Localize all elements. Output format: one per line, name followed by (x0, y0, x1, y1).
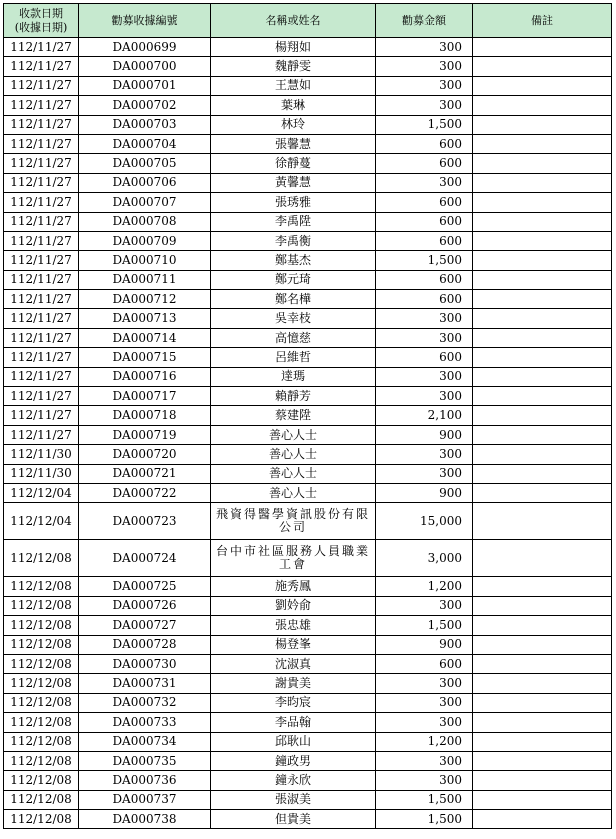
table-row (4, 309, 612, 328)
cell-amount: 2,100 (376, 406, 473, 425)
cell-name: 鐘永欣 (211, 771, 376, 790)
cell-note (473, 193, 612, 212)
cell-name: 張馨慧 (211, 134, 376, 153)
table-row (4, 270, 612, 289)
header-amount: 勸募金額 (376, 4, 473, 38)
cell-name: 但貴美 (211, 810, 376, 829)
cell-code: DA000705 (79, 154, 211, 173)
cell-date: 112/11/30 (4, 445, 79, 464)
table-row (4, 154, 612, 173)
cell-amount: 1,500 (376, 790, 473, 809)
cell-amount: 300 (376, 76, 473, 95)
cell-code: DA000732 (79, 693, 211, 712)
cell-date: 112/11/27 (4, 96, 79, 115)
cell-code: DA000706 (79, 173, 211, 192)
table-row (4, 193, 612, 212)
cell-date: 112/12/08 (4, 713, 79, 732)
cell-note (473, 732, 612, 751)
cell-name: 劉妗俞 (211, 596, 376, 615)
cell-amount: 300 (376, 328, 473, 347)
cell-date: 112/12/08 (4, 577, 79, 596)
cell-name: 鄭名樺 (211, 290, 376, 309)
cell-name: 魏靜雯 (211, 57, 376, 76)
table-row (4, 57, 612, 76)
cell-note (473, 713, 612, 732)
cell-date: 112/11/27 (4, 38, 79, 57)
cell-code: DA000717 (79, 387, 211, 406)
cell-name: 鄭基杰 (211, 251, 376, 270)
cell-name: 善心人士 (211, 445, 376, 464)
cell-code: DA000735 (79, 751, 211, 770)
table-row (4, 134, 612, 153)
cell-name: 張淑美 (211, 790, 376, 809)
cell-date: 112/11/27 (4, 406, 79, 425)
cell-name: 李昀宸 (211, 693, 376, 712)
table-body (4, 38, 612, 829)
cell-name: 蔡建陞 (211, 406, 376, 425)
cell-date: 112/12/08 (4, 616, 79, 635)
cell-note (473, 76, 612, 95)
table-header-row (4, 4, 612, 38)
cell-name: 善心人士 (211, 425, 376, 444)
table-row (4, 790, 612, 809)
cell-code: DA000722 (79, 483, 211, 502)
cell-code: DA000713 (79, 309, 211, 328)
cell-date: 112/11/27 (4, 328, 79, 347)
cell-name: 善心人士 (211, 464, 376, 483)
table-row (4, 732, 612, 751)
cell-name: 李禹陞 (211, 212, 376, 231)
table-row (4, 76, 612, 95)
header-note: 備註 (473, 4, 612, 38)
cell-date: 112/11/27 (4, 57, 79, 76)
cell-note (473, 693, 612, 712)
cell-note (473, 231, 612, 250)
cell-code: DA000724 (79, 540, 211, 577)
cell-code: DA000707 (79, 193, 211, 212)
cell-date: 112/11/27 (4, 348, 79, 367)
table-row (4, 425, 612, 444)
table-row (4, 693, 612, 712)
cell-name: 李品翰 (211, 713, 376, 732)
cell-note (473, 596, 612, 615)
cell-amount: 300 (376, 96, 473, 115)
cell-code: DA000709 (79, 231, 211, 250)
table-row (4, 654, 612, 673)
cell-amount: 1,500 (376, 616, 473, 635)
cell-name: 賴靜芳 (211, 387, 376, 406)
cell-amount: 300 (376, 173, 473, 192)
cell-date: 112/12/08 (4, 674, 79, 693)
table-row (4, 483, 612, 502)
cell-amount: 600 (376, 290, 473, 309)
table-row (4, 251, 612, 270)
cell-name: 善心人士 (211, 483, 376, 502)
cell-date: 112/12/08 (4, 693, 79, 712)
cell-name: 林玲 (211, 115, 376, 134)
cell-date: 112/11/27 (4, 231, 79, 250)
cell-name: 飛資得醫學資訊股份有限公司 (211, 503, 376, 540)
cell-note (473, 348, 612, 367)
cell-code: DA000701 (79, 76, 211, 95)
cell-code: DA000728 (79, 635, 211, 654)
cell-date: 112/11/27 (4, 290, 79, 309)
cell-name: 鄭元琦 (211, 270, 376, 289)
cell-code: DA000720 (79, 445, 211, 464)
cell-code: DA000710 (79, 251, 211, 270)
header-code: 勸募收據編號 (79, 4, 211, 38)
cell-code: DA000737 (79, 790, 211, 809)
table-row (4, 713, 612, 732)
cell-date: 112/12/08 (4, 810, 79, 829)
cell-date: 112/12/08 (4, 540, 79, 577)
cell-date: 112/12/08 (4, 654, 79, 673)
cell-code: DA000703 (79, 115, 211, 134)
table-row (4, 406, 612, 425)
cell-amount: 1,500 (376, 810, 473, 829)
cell-code: DA000702 (79, 96, 211, 115)
cell-amount: 300 (376, 771, 473, 790)
cell-amount: 600 (376, 154, 473, 173)
cell-code: DA000711 (79, 270, 211, 289)
cell-date: 112/12/08 (4, 790, 79, 809)
cell-amount: 300 (376, 445, 473, 464)
cell-date: 112/11/27 (4, 270, 79, 289)
cell-date: 112/11/30 (4, 464, 79, 483)
cell-code: DA000700 (79, 57, 211, 76)
cell-name: 高憶慈 (211, 328, 376, 347)
cell-amount: 15,000 (376, 503, 473, 540)
cell-name: 沈淑真 (211, 654, 376, 673)
cell-note (473, 790, 612, 809)
cell-code: DA000716 (79, 367, 211, 386)
cell-date: 112/12/08 (4, 732, 79, 751)
cell-note (473, 503, 612, 540)
cell-note (473, 540, 612, 577)
cell-note (473, 483, 612, 502)
table-row (4, 348, 612, 367)
cell-amount: 300 (376, 309, 473, 328)
cell-date: 112/11/27 (4, 134, 79, 153)
cell-note (473, 290, 612, 309)
donation-table (3, 3, 612, 829)
cell-name: 李禹衡 (211, 231, 376, 250)
cell-note (473, 406, 612, 425)
cell-amount: 1,500 (376, 115, 473, 134)
cell-note (473, 616, 612, 635)
cell-name: 施秀鳳 (211, 577, 376, 596)
table-row (4, 38, 612, 57)
cell-code: DA000726 (79, 596, 211, 615)
cell-code: DA000723 (79, 503, 211, 540)
cell-amount: 300 (376, 751, 473, 770)
cell-amount: 900 (376, 425, 473, 444)
cell-amount: 600 (376, 654, 473, 673)
table-row (4, 596, 612, 615)
cell-note (473, 674, 612, 693)
table-row (4, 115, 612, 134)
table-row (4, 231, 612, 250)
cell-code: DA000738 (79, 810, 211, 829)
cell-name: 鐘政男 (211, 751, 376, 770)
cell-amount: 600 (376, 231, 473, 250)
cell-date: 112/12/08 (4, 635, 79, 654)
table-row (4, 635, 612, 654)
cell-code: DA000733 (79, 713, 211, 732)
cell-code: DA000699 (79, 38, 211, 57)
header-date: 收款日期 (收據日期) (4, 4, 79, 38)
cell-code: DA000721 (79, 464, 211, 483)
cell-note (473, 270, 612, 289)
table-row (4, 445, 612, 464)
cell-date: 112/12/08 (4, 596, 79, 615)
cell-name: 徐靜蔓 (211, 154, 376, 173)
cell-date: 112/12/08 (4, 751, 79, 770)
cell-amount: 300 (376, 367, 473, 386)
cell-code: DA000714 (79, 328, 211, 347)
cell-amount: 300 (376, 596, 473, 615)
cell-note (473, 38, 612, 57)
cell-note (473, 251, 612, 270)
cell-note (473, 309, 612, 328)
cell-note (473, 96, 612, 115)
cell-amount: 600 (376, 193, 473, 212)
cell-name: 台中市社區服務人員職業工會 (211, 540, 376, 577)
cell-name: 達瑪 (211, 367, 376, 386)
cell-amount: 1,500 (376, 251, 473, 270)
cell-note (473, 464, 612, 483)
cell-note (473, 57, 612, 76)
cell-code: DA000715 (79, 348, 211, 367)
cell-note (473, 654, 612, 673)
table-row (4, 173, 612, 192)
table-row (4, 387, 612, 406)
cell-date: 112/11/27 (4, 115, 79, 134)
table-row (4, 96, 612, 115)
cell-date: 112/11/27 (4, 251, 79, 270)
cell-date: 112/12/04 (4, 483, 79, 502)
cell-code: DA000725 (79, 577, 211, 596)
cell-date: 112/12/04 (4, 503, 79, 540)
cell-note (473, 387, 612, 406)
cell-date: 112/11/27 (4, 309, 79, 328)
cell-amount: 600 (376, 134, 473, 153)
cell-note (473, 771, 612, 790)
cell-amount: 300 (376, 674, 473, 693)
cell-code: DA000731 (79, 674, 211, 693)
cell-amount: 300 (376, 387, 473, 406)
cell-name: 楊翔如 (211, 38, 376, 57)
cell-name: 王慧如 (211, 76, 376, 95)
cell-name: 吳幸枝 (211, 309, 376, 328)
header-name: 名稱或姓名 (211, 4, 376, 38)
table-row (4, 212, 612, 231)
table-row (4, 503, 612, 540)
cell-note (473, 367, 612, 386)
cell-name: 張琇雅 (211, 193, 376, 212)
table-row (4, 751, 612, 770)
cell-amount: 300 (376, 57, 473, 76)
cell-name: 楊登峯 (211, 635, 376, 654)
cell-name: 張忠雄 (211, 616, 376, 635)
cell-name: 謝貴美 (211, 674, 376, 693)
table-row (4, 577, 612, 596)
cell-date: 112/11/27 (4, 193, 79, 212)
cell-date: 112/12/08 (4, 771, 79, 790)
cell-date: 112/11/27 (4, 425, 79, 444)
cell-code: DA000727 (79, 616, 211, 635)
cell-date: 112/11/27 (4, 76, 79, 95)
cell-amount: 600 (376, 270, 473, 289)
cell-amount: 600 (376, 212, 473, 231)
cell-name: 邱耿山 (211, 732, 376, 751)
cell-amount: 300 (376, 713, 473, 732)
cell-name: 黃馨慧 (211, 173, 376, 192)
cell-name: 呂維哲 (211, 348, 376, 367)
cell-code: DA000704 (79, 134, 211, 153)
cell-amount: 1,200 (376, 732, 473, 751)
table-row (4, 290, 612, 309)
table-row (4, 771, 612, 790)
cell-note (473, 810, 612, 829)
cell-code: DA000708 (79, 212, 211, 231)
cell-amount: 900 (376, 635, 473, 654)
table-row (4, 328, 612, 347)
table-row (4, 464, 612, 483)
cell-note (473, 212, 612, 231)
cell-name: 葉琳 (211, 96, 376, 115)
cell-note (473, 751, 612, 770)
cell-code: DA000719 (79, 425, 211, 444)
table-row (4, 367, 612, 386)
table-row (4, 674, 612, 693)
cell-amount: 900 (376, 483, 473, 502)
table-row (4, 616, 612, 635)
cell-date: 112/11/27 (4, 154, 79, 173)
cell-amount: 600 (376, 348, 473, 367)
cell-date: 112/11/27 (4, 173, 79, 192)
cell-note (473, 115, 612, 134)
cell-amount: 1,200 (376, 577, 473, 596)
cell-note (473, 635, 612, 654)
cell-note (473, 173, 612, 192)
cell-code: DA000734 (79, 732, 211, 751)
cell-date: 112/11/27 (4, 367, 79, 386)
cell-code: DA000718 (79, 406, 211, 425)
cell-note (473, 154, 612, 173)
cell-note (473, 577, 612, 596)
cell-note (473, 425, 612, 444)
cell-code: DA000730 (79, 654, 211, 673)
cell-amount: 300 (376, 38, 473, 57)
cell-amount: 3,000 (376, 540, 473, 577)
table-row (4, 540, 612, 577)
cell-note (473, 134, 612, 153)
cell-code: DA000712 (79, 290, 211, 309)
cell-amount: 300 (376, 693, 473, 712)
cell-note (473, 328, 612, 347)
cell-code: DA000736 (79, 771, 211, 790)
cell-date: 112/11/27 (4, 212, 79, 231)
cell-amount: 300 (376, 464, 473, 483)
cell-note (473, 445, 612, 464)
cell-date: 112/11/27 (4, 387, 79, 406)
table-row (4, 810, 612, 829)
